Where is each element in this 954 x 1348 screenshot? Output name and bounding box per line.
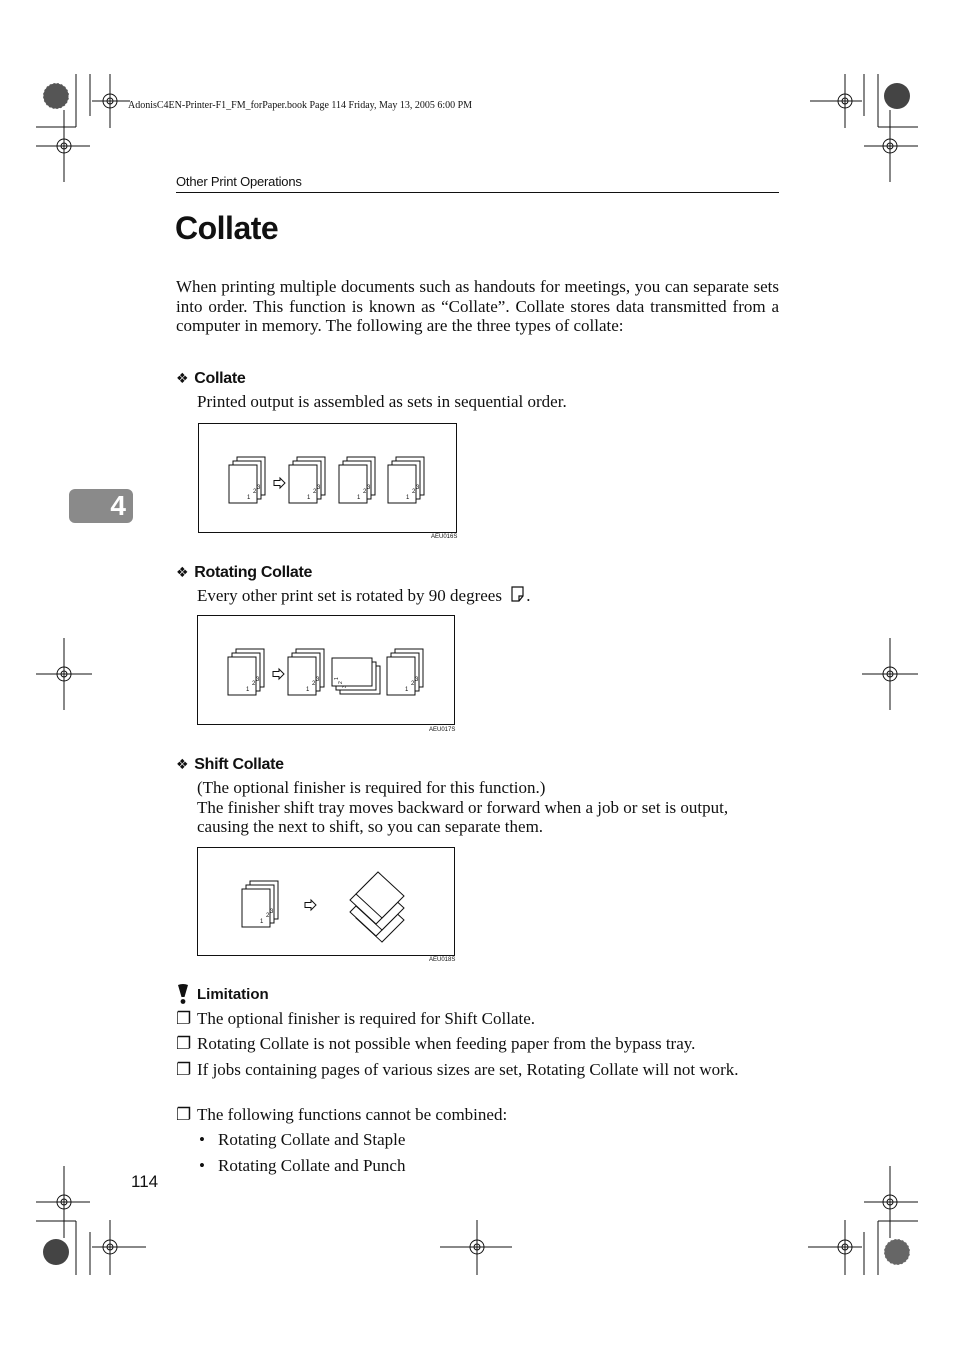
shift-collate-description: The finisher shift tray moves backward or forward when a job or set is output, causing the next to shift, so you can separate them. [197, 797, 729, 837]
bullet-icon: • [199, 1130, 205, 1149]
page-number-label: 2 [252, 681, 256, 687]
hollow-arrow-icon [273, 669, 284, 679]
rotated-page-icon [510, 586, 526, 602]
page-number-label: 3 [367, 485, 371, 491]
bullet-icon: • [199, 1156, 205, 1175]
page-number-label: 3 [256, 677, 260, 683]
page-number: 114 [131, 1172, 159, 1191]
limitation-item-text: Rotating Collate is not possible when feeding paper from the bypass tray. [197, 1034, 696, 1053]
limitation-item [176, 1034, 779, 1054]
limitation-item-text: The following functions cannot be combined: [197, 1105, 508, 1124]
page-number-label: 2 [266, 913, 270, 919]
page-stack [388, 457, 424, 503]
shift-collate-note: (The optional finisher is required for this function.) [197, 778, 546, 797]
page-number-label: 3 [257, 485, 261, 491]
section-heading-rotating-collate: ❖ Rotating Collate [176, 564, 313, 581]
page-title: Collate [175, 210, 279, 246]
checkbox-icon: ❐ [176, 1105, 192, 1124]
limitation-item [176, 1009, 779, 1029]
page-stack [242, 881, 278, 927]
rotating-collate-text: Every other print set is rotated by 90 degrees [197, 586, 502, 605]
page-number-label: 1 [247, 495, 251, 501]
page-number-label: 1 [306, 687, 310, 693]
sub-list-item-text: Rotating Collate and Punch [218, 1156, 406, 1175]
page-number-label: 3 [342, 685, 348, 688]
page-number-label: 2 [338, 681, 344, 684]
page-number-label: 3 [316, 677, 320, 683]
page-stack [339, 457, 375, 503]
page-number-label: 1 [334, 677, 340, 680]
page-stack [228, 649, 264, 695]
section-body-shift-collate [197, 778, 779, 837]
page-number-label: 2 [253, 489, 257, 495]
limitation-item [176, 1060, 779, 1100]
page-sheet [388, 465, 416, 503]
four-diamond-icon: ❖ [176, 756, 189, 772]
running-head: Other Print Operations [176, 174, 302, 189]
figure-rotating-collate [197, 615, 455, 725]
figure-code-shift-collate: AEU018S [429, 957, 456, 963]
sub-list-item-text: Rotating Collate and Staple [218, 1130, 406, 1149]
page-number-label: 1 [260, 919, 264, 925]
page-number-label: 1 [405, 687, 409, 693]
page-number-label: 1 [406, 495, 410, 501]
limitation-item-text: The optional finisher is required for Shift Collate. [197, 1009, 536, 1028]
section-body-collate: Printed output is assembled as sets in sequential order. [197, 392, 567, 411]
checkbox-icon: ❐ [176, 1034, 192, 1053]
page-sheet [229, 465, 257, 503]
hollow-arrow-icon [274, 478, 285, 488]
page-sheet [289, 465, 317, 503]
section-heading-collate: ❖ Collate [176, 370, 246, 387]
page-number-label: 2 [313, 489, 317, 495]
page-number-label: 1 [357, 495, 361, 501]
exclamation-icon [175, 983, 191, 1005]
page-sheet [288, 657, 316, 695]
figure-shift-collate [197, 847, 455, 956]
period: . [526, 586, 531, 605]
page-number-label: 2 [363, 489, 367, 495]
page-stack [387, 649, 423, 695]
page-number-label: 2 [412, 489, 416, 495]
page-number-label: 3 [416, 485, 420, 491]
sub-list-item [199, 1156, 405, 1176]
page-sheet [228, 657, 256, 695]
file-header: AdonisC4EN-Printer-F1_FM_forPaper.book Page 114 Friday, May 13, 2005 6:00 PM [128, 100, 473, 111]
figure-code-collate: AEU016S [431, 534, 458, 540]
figure-code-rotating-collate: AEU017S [429, 727, 456, 733]
page-stack [229, 457, 265, 503]
chapter-tab: 4 [69, 489, 133, 523]
page-stack [288, 649, 324, 695]
limitation-item [176, 1105, 779, 1125]
page-stack [289, 457, 325, 503]
section-heading-shift-collate: ❖ Shift Collate [176, 756, 284, 773]
page-sheet [339, 465, 367, 503]
page-number-label: 1 [307, 495, 311, 501]
page-number-label: 3 [317, 485, 321, 491]
header-rule [176, 192, 779, 193]
section-body-rotating-collate [197, 586, 530, 606]
rotated-page-stack [332, 658, 380, 694]
intro-paragraph: When printing multiple documents such as handouts for meetings, you can separate sets into order. This function is known as “Collate”. Collate stores data transmitted from a computer in memory. The following are the three types of collate: [176, 277, 779, 336]
page-sheet [387, 657, 415, 695]
limitation-heading: Limitation [197, 986, 269, 1003]
page-number-label: 1 [246, 687, 250, 693]
four-diamond-icon: ❖ [176, 370, 189, 386]
hollow-arrow-icon [305, 900, 316, 910]
four-diamond-icon: ❖ [176, 564, 189, 580]
page-sheet [242, 889, 270, 927]
sub-list-item [199, 1130, 405, 1150]
page-number-label: 2 [312, 681, 316, 687]
checkbox-icon: ❐ [176, 1060, 192, 1079]
page-number-label: 3 [270, 909, 274, 915]
page-number-label: 3 [415, 677, 419, 683]
page-number-label: 2 [411, 681, 415, 687]
figure-collate [198, 423, 457, 533]
checkbox-icon: ❐ [176, 1009, 192, 1028]
shifted-output-stack [350, 872, 404, 942]
limitation-item-text: If jobs containing pages of various sizes are set, Rotating Collate will not work. [197, 1060, 739, 1079]
